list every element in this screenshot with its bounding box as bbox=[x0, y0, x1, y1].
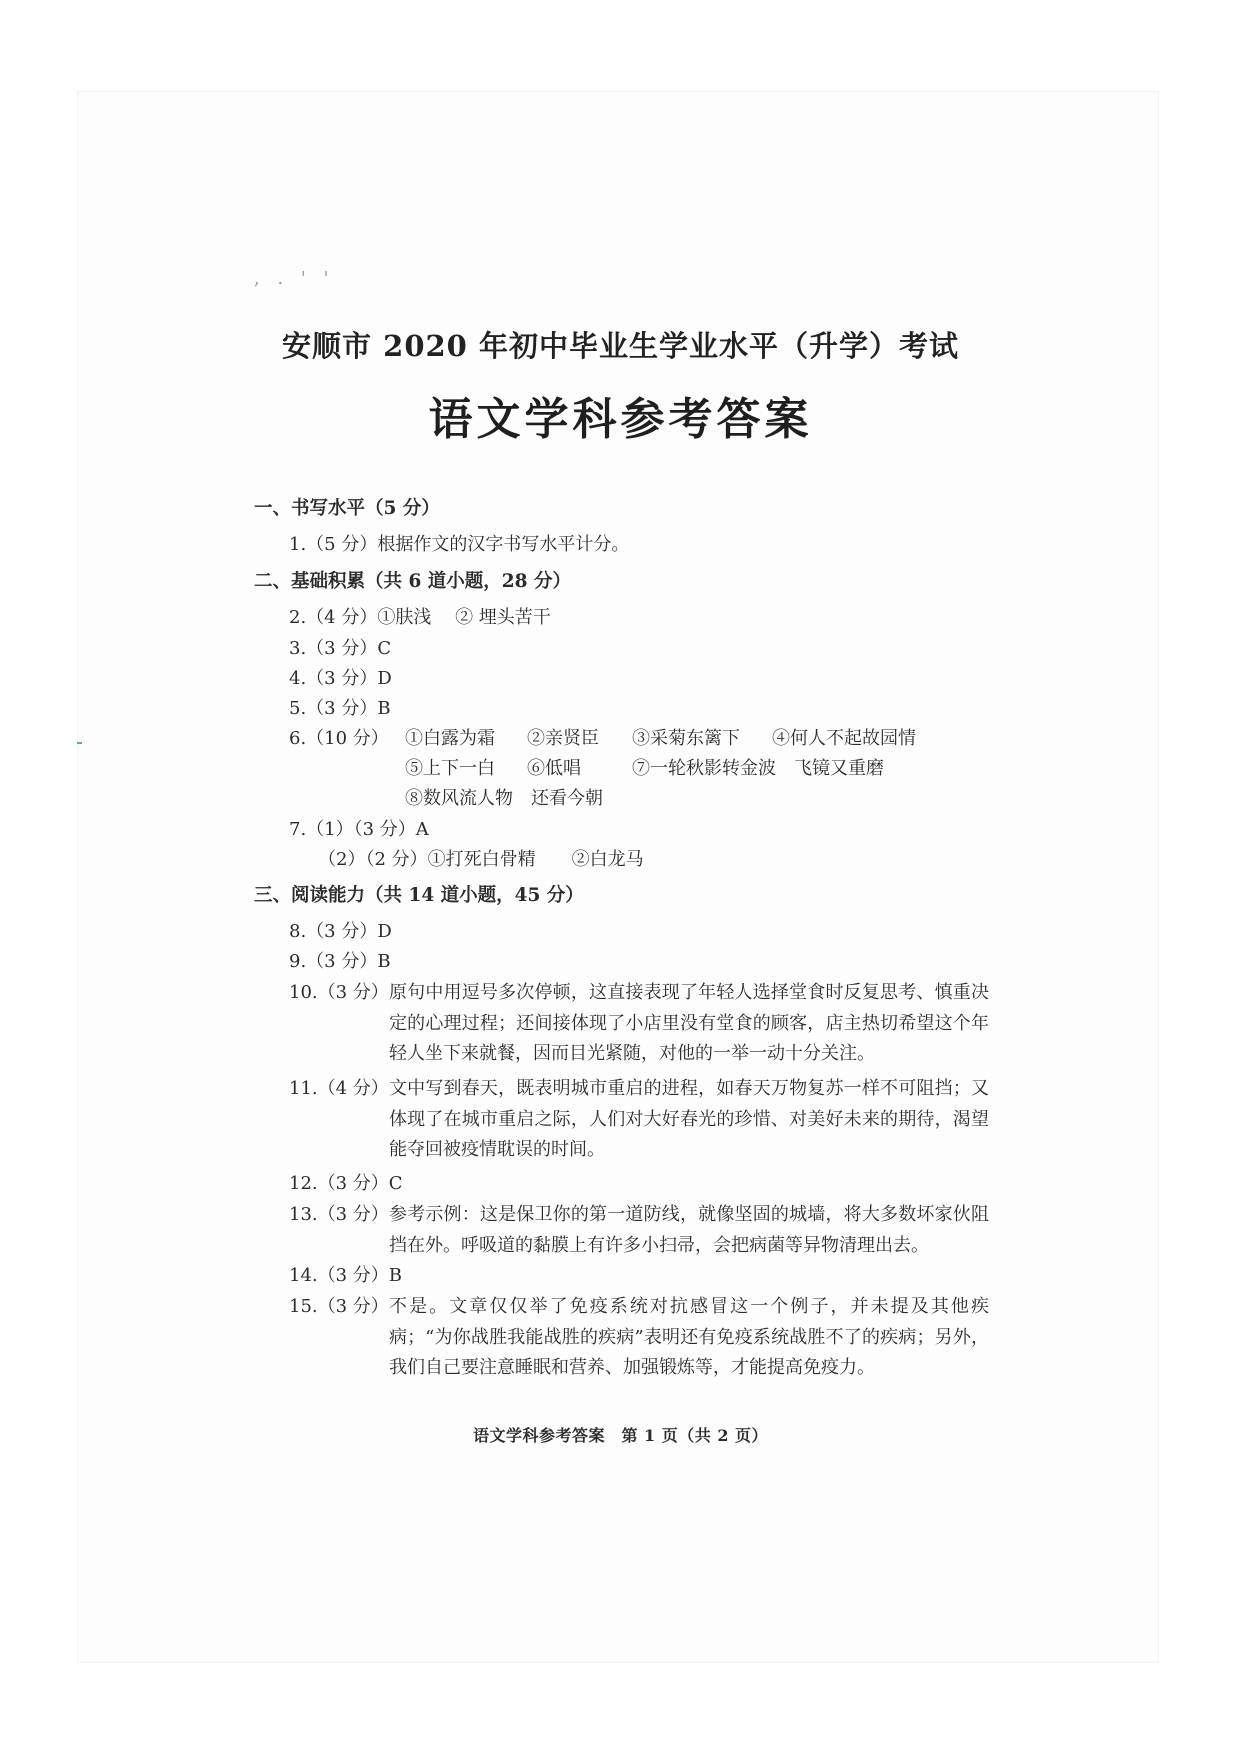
answer-q6-item-1: ①白露为霜 bbox=[405, 728, 495, 749]
answer-q6-item-4: ④何人不起故园情 bbox=[772, 728, 916, 749]
answer-q6-item-3: ③采菊东篱下 bbox=[632, 728, 740, 749]
page-footer: 语文学科参考答案 第 1 页（共 2 页） bbox=[472, 1426, 769, 1445]
section-heading-basics: 二、基础积累（共 6 道小题，28 分） bbox=[254, 571, 571, 592]
answer-q9: 9.（3 分）B bbox=[289, 951, 391, 972]
answer-q15-label: 15.（3 分） bbox=[289, 1296, 389, 1317]
answer-q1: 1.（5 分）根据作文的汉字书写水平计分。 bbox=[289, 534, 630, 555]
answer-q6-item-7: ⑦一轮秋影转金波 飞镜又重磨 bbox=[632, 758, 884, 779]
answer-q13-text: 参考示例：这是保卫你的第一道防线，就像坚固的城墙，将大多数坏家伙阻挡在外。呼吸道的黏膜上有许多小扫帚，会把病菌等异物清理出去。 bbox=[389, 1204, 989, 1256]
answer-q4: 4.（3 分）D bbox=[289, 668, 392, 689]
answer-q11-text: 文中写到春天，既表明城市重启的进程，如春天万物复苏一样不可阻挡；又体现了在城市重启之际，人们对大好春光的珍惜、对美好未来的期待，渴望能夺回被疫情耽误的时间。 bbox=[389, 1078, 989, 1160]
answer-q12: 12.（3 分）C bbox=[289, 1173, 403, 1194]
scan-artifact: , . ' ' bbox=[254, 268, 335, 289]
answer-q6-item-5: ⑤上下一白 bbox=[405, 758, 495, 779]
answer-q7-part1: 7.（1）（3 分）A bbox=[289, 819, 429, 840]
answer-q10-text: 原句中用逗号多次停顿，这直接表现了年轻人选择堂食时反复思考、慎重决定的心理过程；还间接体现了小店里没有堂食的顾客，店主热切希望这个年轻人坐下来就餐，因而目光紧随，对他的一举一动十分关注。 bbox=[389, 982, 989, 1064]
answer-q10-label: 10.（3 分） bbox=[289, 982, 389, 1003]
answer-q14: 14.（3 分）B bbox=[289, 1265, 403, 1286]
answer-q6-item-8: ⑧数风流人物 还看今朝 bbox=[405, 788, 603, 809]
answer-q6-item-6: ⑥低唱 bbox=[527, 758, 581, 779]
answer-q6-label: 6.（10 分） bbox=[289, 728, 389, 749]
answer-q11-label: 11.（4 分） bbox=[289, 1078, 389, 1099]
section-heading-reading: 三、阅读能力（共 14 道小题，45 分） bbox=[254, 885, 584, 906]
answer-q8: 8.（3 分）D bbox=[289, 921, 392, 942]
answer-q5: 5.（3 分）B bbox=[289, 698, 391, 719]
page-title: 语文学科参考答案 bbox=[428, 394, 813, 445]
exam-title: 安顺市 2020 年初中毕业生学业水平（升学）考试 bbox=[282, 329, 959, 363]
answer-q13-label: 13.（3 分） bbox=[289, 1204, 389, 1225]
answer-q15-text: 不是。文章仅仅举了免疫系统对抗感冒这一个例子，并未提及其他疾病；“为你战胜我能战胜的疾病”表明还有免疫系统战胜不了的疾病；另外，我们自己要注意睡眠和营养、加强锻炼等，才能提高免疫力。 bbox=[389, 1296, 989, 1378]
section-heading-writing: 一、书写水平（5 分） bbox=[254, 498, 440, 519]
answer-q7-part2: （2）（2 分）①打死白骨精 ②白龙马 bbox=[318, 849, 644, 870]
answer-q3: 3.（3 分）C bbox=[289, 638, 392, 659]
answer-q6-item-2: ②亲贤臣 bbox=[527, 728, 599, 749]
scan-artifact-dot bbox=[77, 742, 82, 744]
answer-q2: 2.（4 分）①肤浅 ② 埋头苦干 bbox=[289, 607, 551, 628]
